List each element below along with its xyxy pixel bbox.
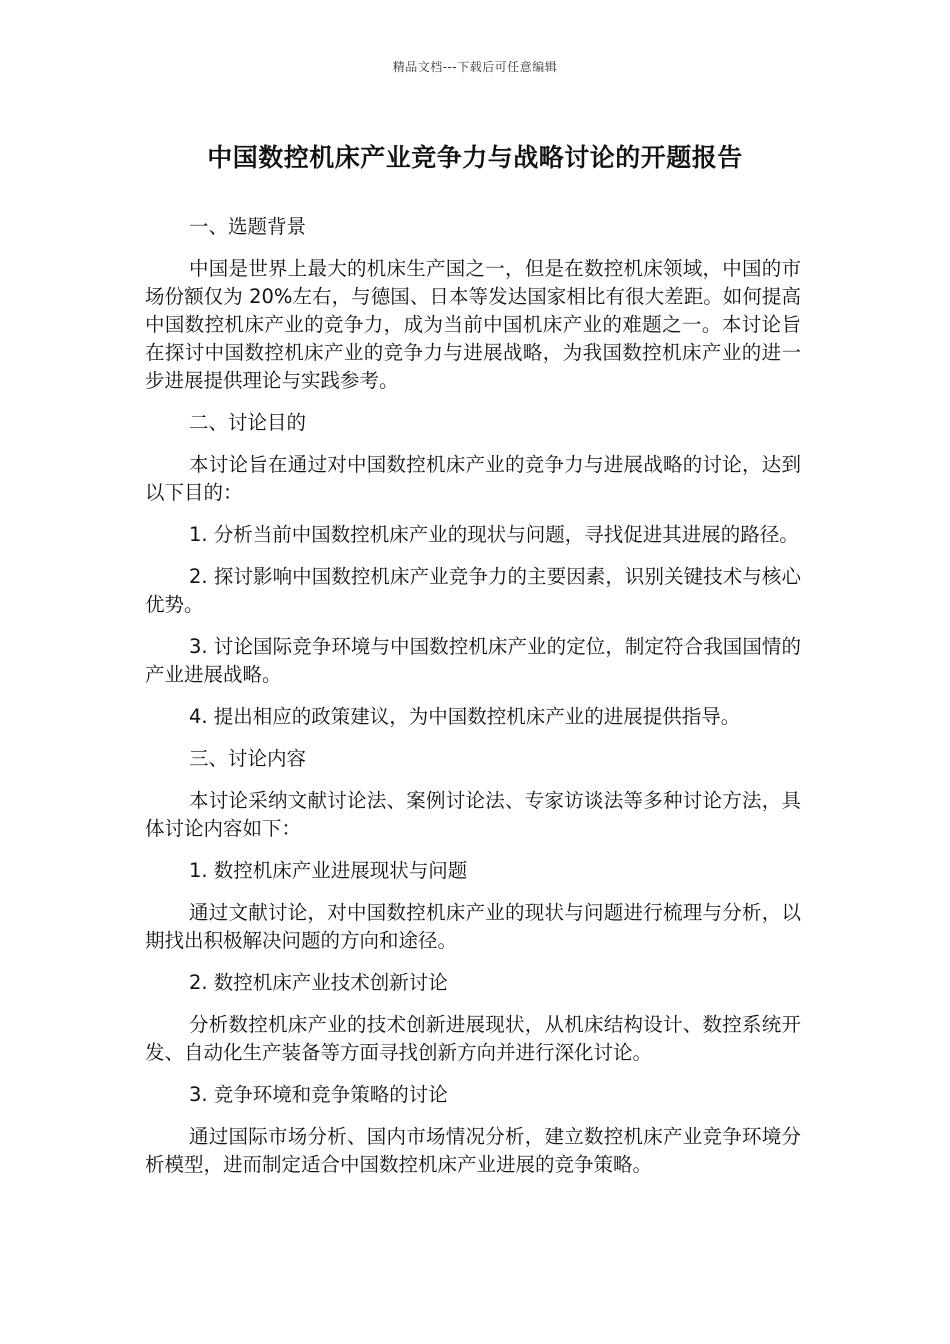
- objective-item-1: 1. 分析当前中国数控机床产业的现状与问题，寻找促进其进展的路径。: [189, 523, 799, 546]
- subheading-competition: 3. 竞争环境和竞争策略的讨论: [189, 1083, 448, 1106]
- paragraph-competition: 通过国际市场分析、国内市场情况分析，建立数控机床产业竞争环境分析模型，进而制定适合中国数控机床产业进展的竞争策略。: [145, 1125, 801, 1176]
- subheading-innovation: 2. 数控机床产业技术创新讨论: [189, 971, 448, 994]
- section-heading-content: 三、讨论内容: [189, 747, 307, 770]
- section-heading-background: 一、选题背景: [189, 215, 307, 238]
- document-body: [145, 213, 801, 1193]
- objective-item-3: 3. 讨论国际竞争环境与中国数控机床产业的定位，制定符合我国国情的产业进展战略。: [145, 635, 801, 686]
- paragraph-objectives-intro: 本讨论旨在通过对中国数控机床产业的竞争力与进展战略的讨论，达到以下目的：: [145, 453, 801, 504]
- paragraph-background: 中国是世界上最大的机床生产国之一，但是在数控机床领域，中国的市场份额仅为 20%左右，与德国、日本等发达国家相比有很大差距。如何提高中国数控机床产业的竞争力，成为当前中国机床产业的难题之一。本讨论旨在探讨中国数控机床产业的竞争力与进展战略，为我国数控机床产业的进一步进展提供理论与实践参考。: [145, 257, 801, 392]
- paragraph-innovation: 分析数控机床产业的技术创新进展现状，从机床结构设计、数控系统开发、自动化生产装备等方面寻找创新方向并进行深化讨论。: [145, 1013, 801, 1064]
- document-title: 中国数控机床产业竞争力与战略讨论的开题报告: [207, 143, 743, 172]
- objective-item-4: 4. 提出相应的政策建议，为中国数控机床产业的进展提供指导。: [189, 705, 741, 728]
- paragraph-content-intro: 本讨论采纳文献讨论法、案例讨论法、专家访谈法等多种讨论方法，具体讨论内容如下：: [145, 789, 801, 840]
- header-note: 精品文档---下载后可任意编辑: [392, 60, 558, 74]
- objective-item-2: 2. 探讨影响中国数控机床产业竞争力的主要因素，识别关键技术与核心优势。: [145, 565, 801, 616]
- subheading-status: 1. 数控机床产业进展现状与问题: [189, 859, 468, 882]
- paragraph-status: 通过文献讨论，对中国数控机床产业的现状与问题进行梳理与分析，以期找出积极解决问题的方向和途径。: [145, 901, 801, 952]
- section-heading-objectives: 二、讨论目的: [189, 411, 307, 434]
